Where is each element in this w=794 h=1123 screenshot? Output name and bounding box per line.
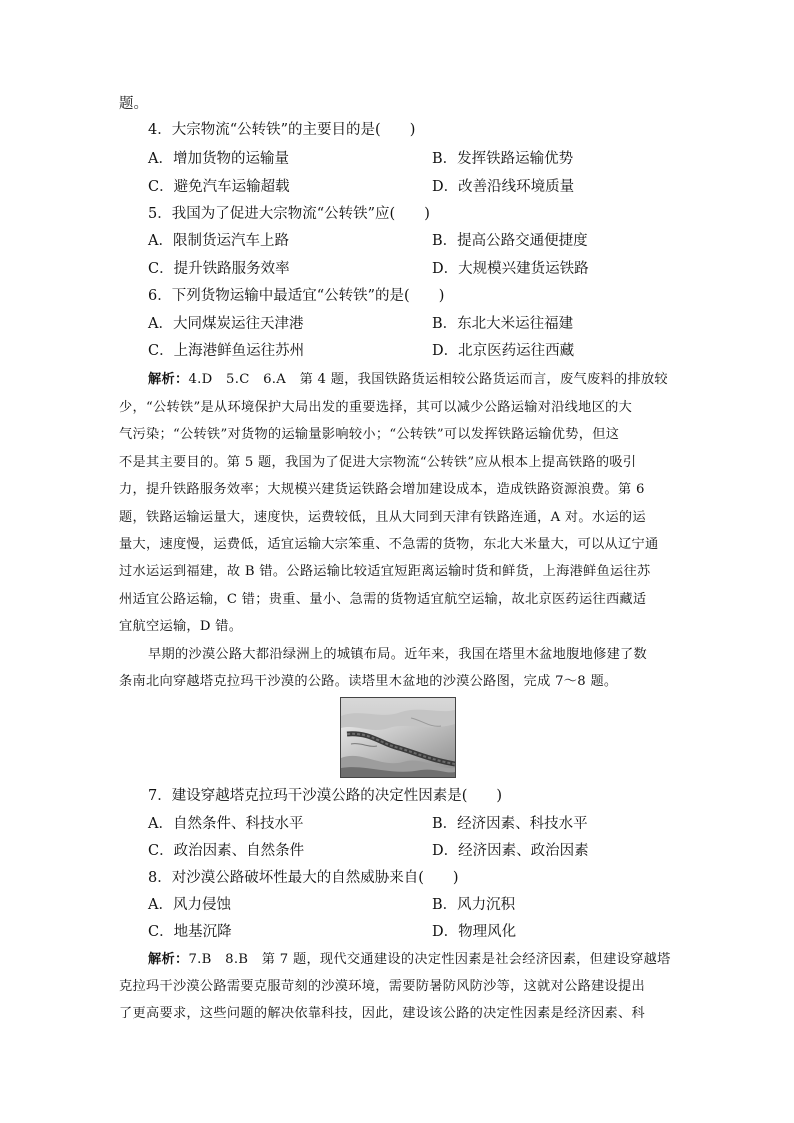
question-4-option-c: C．避免汽车运输超载: [148, 179, 290, 195]
analysis-1-line: 题，铁路运输运量大，速度快，运费较低，且从大同到天津有铁路连通，A 对。水运的运: [119, 510, 646, 525]
analysis-2-line: [148, 950, 671, 970]
question-6-option-c: C．上海港鲜鱼运往苏州: [148, 343, 305, 359]
analysis-1-line: 量大，速度慢，运费低，适宜运输大宗笨重、不急需的货物，东北大米量大，可以从辽宁通: [119, 537, 659, 552]
question-6-option-b: B．东北大米运往福建: [432, 316, 574, 332]
question-6-option-a: A．大同煤炭运往天津港: [148, 316, 304, 332]
question-8-option-a: A．风力侵蚀: [148, 897, 231, 913]
question-7-stem: 7．建设穿越塔克拉玛干沙漠公路的决定性因素是( ): [148, 788, 503, 804]
question-7-option-c: C．政治因素、自然条件: [148, 843, 305, 859]
analysis-1-line: 宜航空运输，D 错。: [119, 619, 243, 634]
analysis-1-label: 解析：: [148, 372, 189, 387]
question-5-option-c: C．提升铁路服务效率: [148, 261, 290, 277]
analysis-2-line: 了更高要求，这些问题的解决依靠科技，因此，建设该公路的决定性因素是经济因素、科: [119, 1006, 646, 1021]
question-7-option-b: B．经济因素、科技水平: [432, 816, 588, 832]
question-6-option-d: D．北京医药运往西藏: [432, 343, 575, 359]
question-7-option-d: D．经济因素、政治因素: [432, 843, 589, 859]
question-8-option-c: C．地基沉降: [148, 924, 232, 940]
question-4-option-b: B．发挥铁路运输优势: [432, 151, 574, 167]
question-6-stem: 6．下列货物运输中最适宜“公转铁”的是( ): [148, 288, 445, 304]
question-5-stem: 5．我国为了促进大宗物流“公转铁”应( ): [148, 206, 430, 222]
desert-highway-photo: [340, 697, 456, 778]
question-5-option-d: D．大规模兴建货运铁路: [432, 261, 589, 277]
analysis-1-line: 不是其主要目的。第 5 题，我国为了促进大宗物流“公转铁”应从根本上提高铁路的吸引: [119, 455, 637, 470]
question-5-option-b: B．提高公路交通便捷度: [432, 233, 588, 249]
question-8-stem: 8．对沙漠公路破坏性最大的自然威胁来自( ): [148, 870, 459, 886]
analysis-1-line: 少，“公转铁”是从环境保护大局出发的重要选择，其可以减少公路运输对沿线地区的大: [119, 400, 633, 415]
question-4-option-a: A．增加货物的运输量: [148, 151, 289, 167]
analysis-1-line: [148, 370, 668, 390]
intro-line: 条南北向穿越塔克拉玛干沙漠的公路。读塔里木盆地的沙漠公路图，完成 7～8 题。: [119, 674, 618, 689]
desert-photo-icon: [341, 698, 455, 777]
question-8-option-b: B．风力沉积: [432, 897, 516, 913]
analysis-1-line: 气污染；“公转铁”对货物的运输量影响较小；“公转铁”可以发挥铁路运输优势，但这: [119, 427, 620, 442]
analysis-1-line: 州适宜公路运输，C 错；贵重、量小、急需的货物适宜航空运输，故北京医药运往西藏适: [119, 592, 647, 607]
analysis-1-text: 4.D 5.C 6.A 第 4 题，我国铁路货运相较公路货运而言，废气废料的排放较: [188, 372, 668, 387]
question-8-option-d: D．物理风化: [432, 924, 517, 940]
question-4-option-d: D．改善沿线环境质量: [432, 179, 575, 195]
intro-line: 早期的沙漠公路大都沿绿洲上的城镇布局。近年来，我国在塔里木盆地腹地修建了数: [148, 647, 648, 662]
question-5-option-a: A．限制货运汽车上路: [148, 233, 289, 249]
analysis-1-line: 过水运运到福建，故 B 错。公路运输比较适宜短距离运输时货和鲜货，上海港鲜鱼运往苏: [119, 564, 651, 579]
analysis-2-label: 解析：: [148, 952, 189, 967]
question-7-option-a: A．自然条件、科技水平: [148, 816, 304, 832]
carry-over-text: 题。: [119, 96, 148, 112]
analysis-2-line: 克拉玛干沙漠公路需要克服苛刻的沙漠环境，需要防暑防风防沙等，这就对公路建设提出: [119, 979, 646, 994]
question-4-stem: 4．大宗物流“公转铁”的主要目的是( ): [148, 122, 416, 138]
analysis-2-text: 7.B 8.B 第 7 题，现代交通建设的决定性因素是社会经济因素，但建设穿越塔: [188, 952, 671, 967]
analysis-1-line: 力，提升铁路服务效率；大规模兴建货运铁路会增加建设成本，造成铁路资源浪费。第 6: [119, 482, 645, 497]
